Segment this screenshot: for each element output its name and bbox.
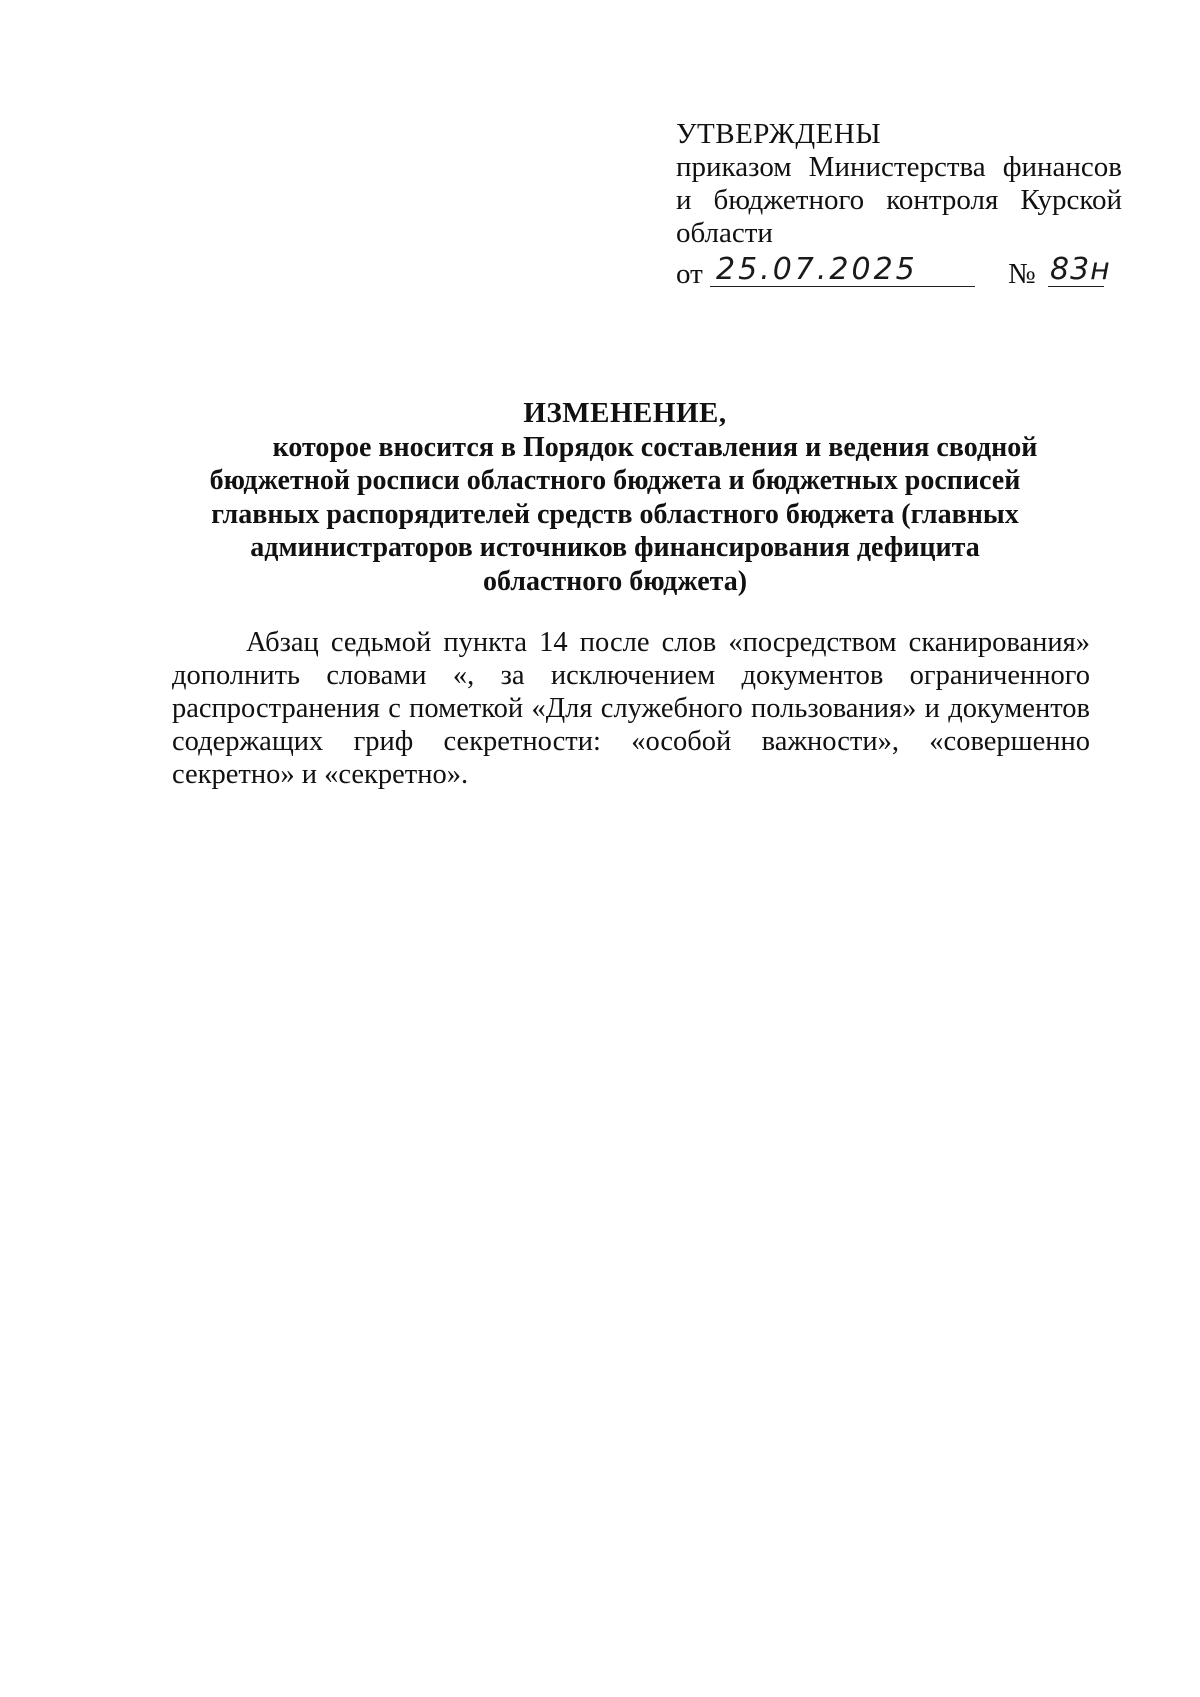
date-prefix: от xyxy=(676,258,703,290)
number-field xyxy=(1048,252,1111,287)
title-line-2: бюджетной росписи областного бюджета и бюджетных росписей xyxy=(209,465,1021,496)
handwritten-number: 83н xyxy=(1050,252,1111,287)
body-line-2: дополнить словами «, за исключением документов ограниченного xyxy=(172,660,1090,691)
body-line-3: распространения с пометкой «Для служебного пользования» и документов xyxy=(172,693,1090,724)
approval-block xyxy=(676,118,1122,292)
body-paragraph xyxy=(172,626,1090,791)
title-line-3: главных распорядителей средств областного бюджета (главных xyxy=(211,498,1019,530)
approval-line-2: и бюджетного контроля Курской xyxy=(676,184,1122,216)
body-line-1: Абзац седьмой пункта 14 после слов «посредством сканирования» xyxy=(246,627,1090,658)
title-main: ИЗМЕНЕНИЕ, xyxy=(523,397,727,429)
approval-heading: УТВЕРЖДЕНЫ xyxy=(676,118,882,150)
approval-line-1: приказом Министерства финансов xyxy=(676,151,1122,183)
title-line-5: областного бюджета) xyxy=(482,565,748,597)
document-title xyxy=(160,397,1070,598)
number-label: № xyxy=(1008,258,1036,290)
approval-date-row xyxy=(676,252,1122,292)
title-line-1: которое вносится в Порядок составления и ведения сводной xyxy=(272,431,1038,463)
approval-line-3: области xyxy=(676,217,773,249)
title-line-4: администраторов источников финансирования дефицита xyxy=(250,532,980,563)
body-line-5: секретно» и «секретно». xyxy=(172,759,469,790)
handwritten-date: 25.07.2025 xyxy=(716,252,918,287)
date-field xyxy=(710,252,975,287)
body-line-4: содержащих гриф секретности: «особой важности», «совершенно xyxy=(172,726,1090,757)
